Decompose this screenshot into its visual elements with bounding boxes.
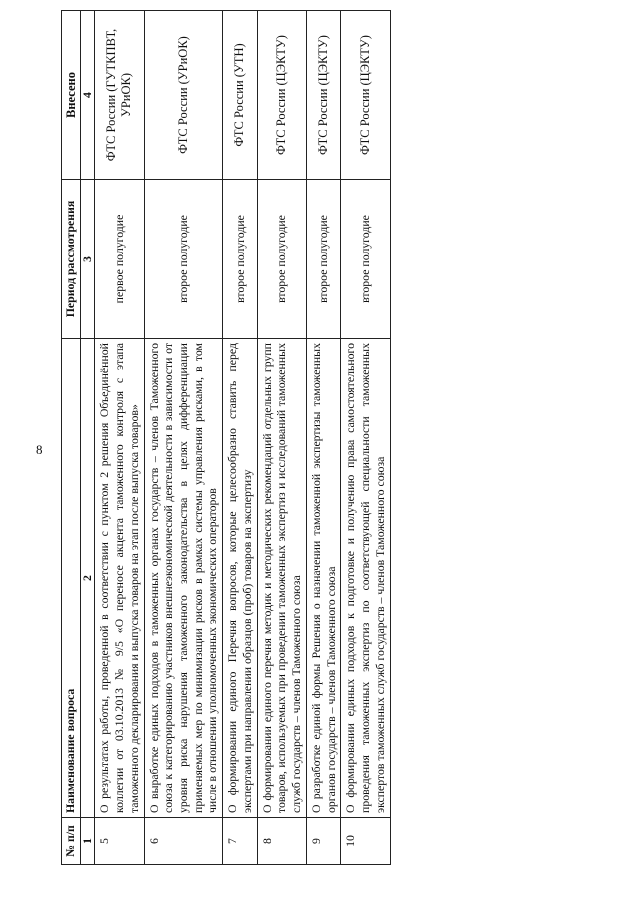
- rotated-table-container: [61, 28, 581, 865]
- row-num: 8: [257, 818, 306, 865]
- column-index: 3: [81, 180, 95, 339]
- row-period: первое полугодие: [95, 180, 144, 339]
- row-submitted: ФТС России (УРиОК): [144, 11, 223, 180]
- row-question: О формировании единых подходов к подготовке и получению права самостоятельного проведения таможенных экспертиз по соответствующей специальности таможенных экспертов таможенных служб государств – членов Таможенного союза: [341, 339, 390, 818]
- column-index-row: [81, 11, 95, 865]
- page-number: 8: [36, 442, 43, 457]
- row-num: 7: [223, 818, 257, 865]
- row-submitted: ФТС России (ЦЭКТУ): [341, 11, 390, 180]
- row-question: О выработке единых подходов в таможенных органах государств – членов Таможенного союза к категорированию участников внешнеэкономической деятельности в зависимости от уровня риска нарушения таможенного законодательства в целях дифференциации применяемых мер по минимизации рисков в рамках системы управления рисками, в том числе в отношении уполномоченных экономических операторов: [144, 339, 223, 818]
- row-question: О результатах работы, проведенной в соответствии с пунктом 2 решения Объединённой коллегии от 03.10.2013 № 9/5 «О переносе акцента таможенного контроля с этапа таможенного декларирования и выпуска товаров на этап после выпуска товаров»: [95, 339, 144, 818]
- header-num: № п/п: [62, 818, 81, 865]
- row-period: второе полугодие: [341, 180, 390, 339]
- header-question: Наименование вопроса: [62, 339, 81, 818]
- issues-table: [61, 10, 391, 865]
- row-num: 9: [306, 818, 340, 865]
- row-submitted: ФТС России (ЦЭКТУ): [306, 11, 340, 180]
- column-index: 4: [81, 11, 95, 180]
- table-header-row: [62, 11, 81, 865]
- row-question: О разработке единой формы Решения о назначении таможенной экспертизы таможенных органов государств – членов Таможенного союза: [306, 339, 340, 818]
- row-num: 10: [341, 818, 390, 865]
- column-index: 1: [81, 818, 95, 865]
- row-submitted: ФТС России (ГУТКПВТ, УРиОК): [95, 11, 144, 180]
- row-question: О формировании единого перечня методик и методических рекомендаций отдельных групп товаров, используемых при проведении таможенных экспертиз и исследований таможенных служб государств – членов Таможенного союза: [257, 339, 306, 818]
- header-period: Период рассмотрения: [62, 180, 81, 339]
- row-submitted: ФТС России (УТН): [223, 11, 257, 180]
- row-submitted: ФТС России (ЦЭКТУ): [257, 11, 306, 180]
- table-row: [341, 11, 390, 865]
- table-row: [257, 11, 306, 865]
- table-row: [144, 11, 223, 865]
- row-period: второе полугодие: [144, 180, 223, 339]
- row-period: второе полугодие: [306, 180, 340, 339]
- row-question: О формировании единого Перечня вопросов, которые целесообразно ставить перед экспертами при направлении образцов (проб) товаров на экспертизу: [223, 339, 257, 818]
- row-period: второе полугодие: [223, 180, 257, 339]
- column-index: 2: [81, 339, 95, 818]
- table-row: [223, 11, 257, 865]
- row-num: 5: [95, 818, 144, 865]
- row-num: 6: [144, 818, 223, 865]
- row-period: второе полугодие: [257, 180, 306, 339]
- table-row: [95, 11, 144, 865]
- table-row: [306, 11, 340, 865]
- header-submitted: Внесено: [62, 11, 81, 180]
